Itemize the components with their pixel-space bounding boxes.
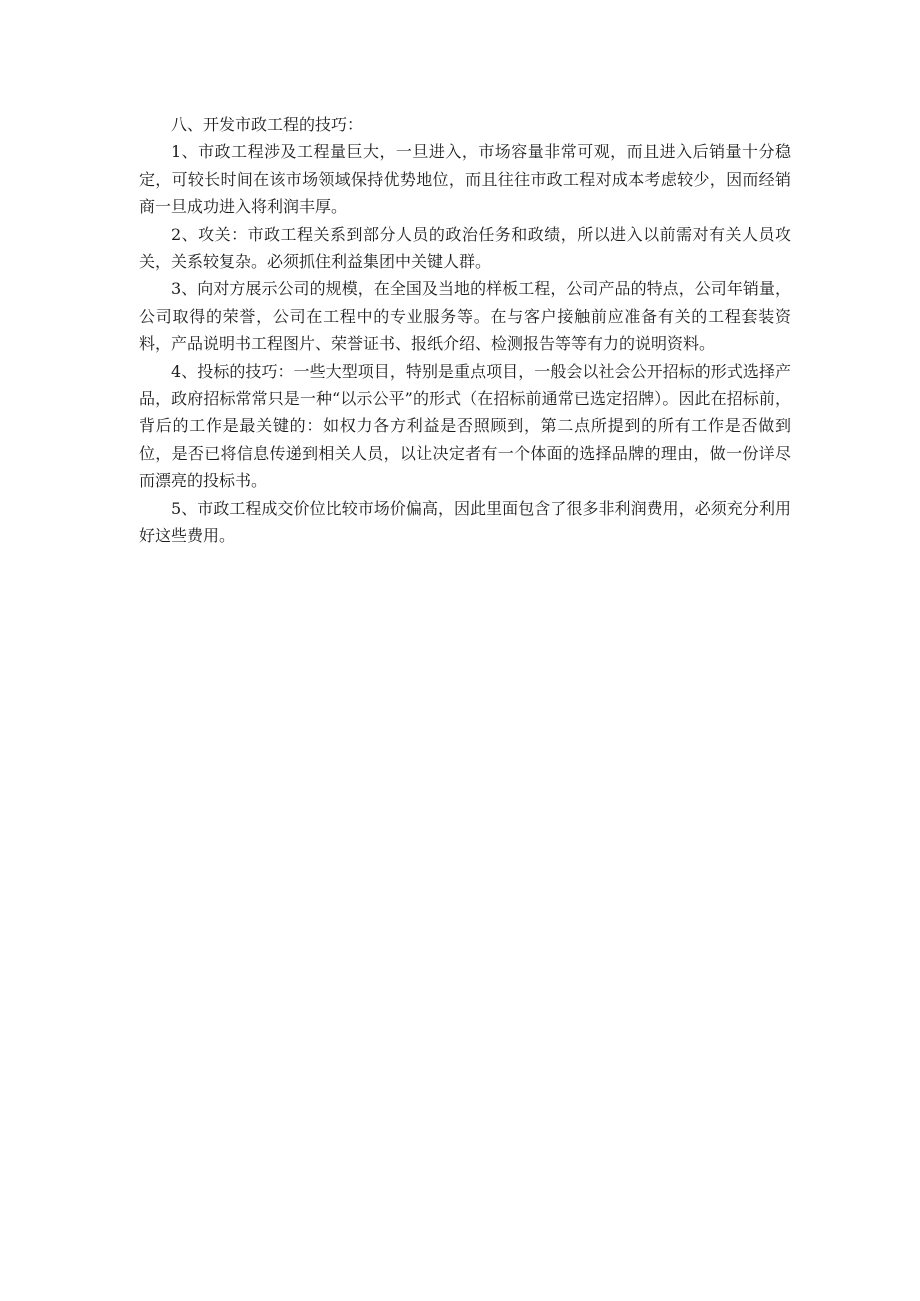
paragraph-3: 3、向对方展示公司的规模，在全国及当地的样板工程，公司产品的特点，公司年销量，公司取得的荣誉，公司在工程中的专业服务等。在与客户接触前应准备有关的工程套装资料，产品说明书工程图片、荣誉证书、报纸介绍、检测报告等等有力的说明资料。 [139, 279, 791, 354]
paragraph-4: 4、投标的技巧：一些大型项目，特别是重点项目，一般会以社会公开招标的形式选择产品，政府招标常常只是一种“以示公平”的形式（在招标前通常已选定招牌）。因此在招标前，背后的工作是最关键的：如权力各方利益是否照顾到，第二点所提到的所有工作是否做到位，是否已将信息传递到相关人员，以让决定者有一个体面的选择品牌的理由，做一份详尽而漂亮的投标书。 [139, 361, 791, 491]
document-body [139, 111, 791, 550]
paragraph-5: 5、市政工程成交价位比较市场价偏高，因此里面包含了很多非利润费用，必须充分利用好这些费用。 [139, 498, 791, 546]
paragraph-2: 2、攻关：市政工程关系到部分人员的政治任务和政绩，所以进入以前需对有关人员攻关，关系较复杂。必须抓住利益集团中关键人群。 [139, 224, 791, 272]
paragraph-1: 1、市政工程涉及工程量巨大，一旦进入，市场容量非常可观，而且进入后销量十分稳定，可较长时间在该市场领域保持优势地位，而且往往市政工程对成本考虑较少，因而经销商一旦成功进入将利润丰厚。 [139, 142, 791, 217]
section-heading: 八、开发市政工程的技巧： [171, 115, 364, 134]
